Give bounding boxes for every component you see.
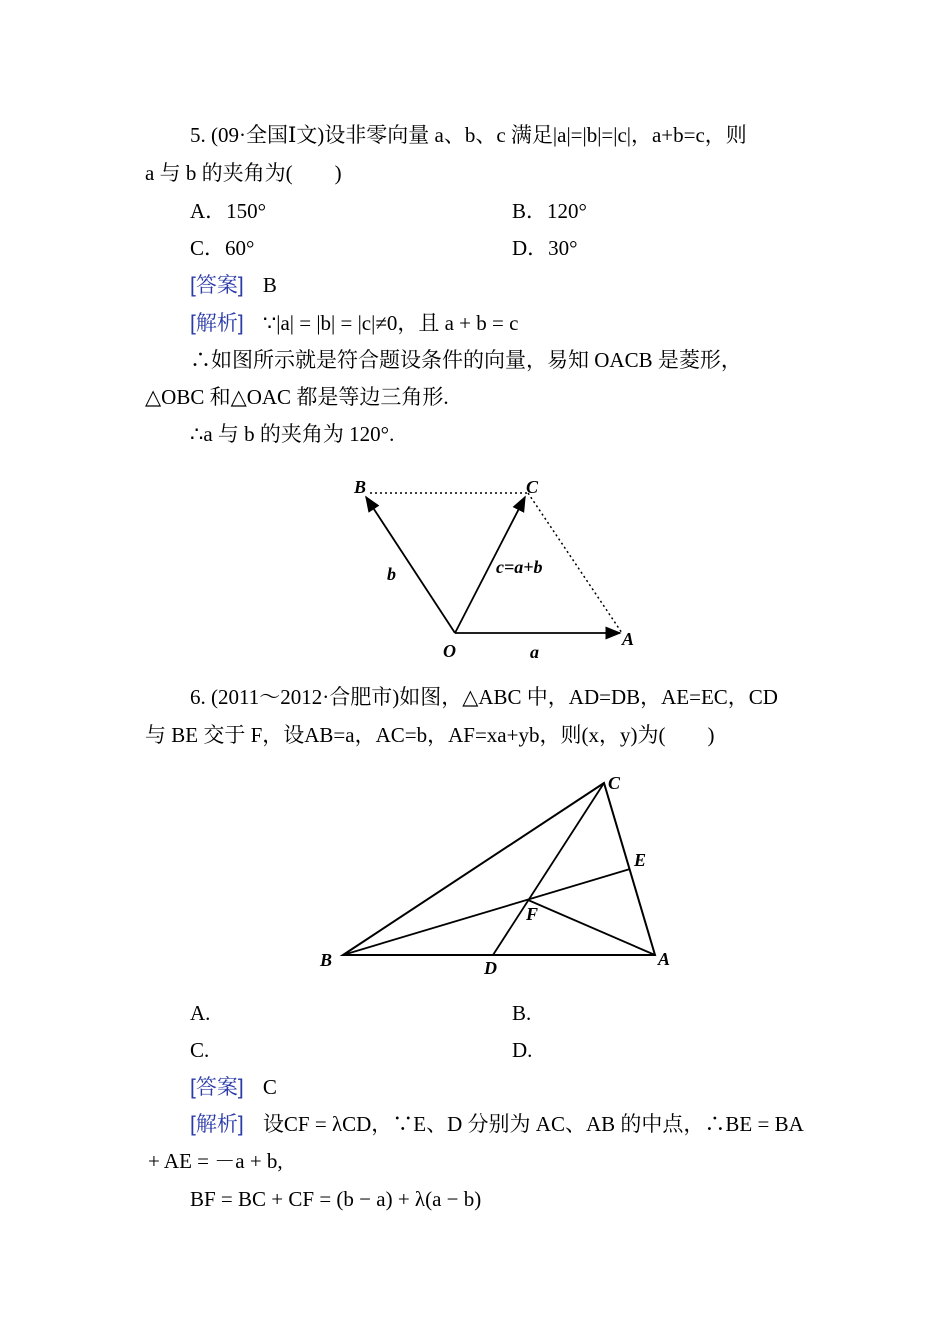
q6-analysis-line3: BF = BC + CF = (b − a) + λ(a − b) <box>190 1187 482 1211</box>
q5-analysis-tag: [解析] <box>190 312 244 335</box>
q5-answer-value: B <box>262 273 277 297</box>
q5-analysis-line4: ∴a 与 b 的夹角为 120°. <box>190 422 395 446</box>
q5-answer-tag: [答案] <box>190 274 244 297</box>
q6-option-d: D. <box>512 1038 533 1062</box>
label-C: C <box>608 773 621 793</box>
label-C: C <box>526 477 539 497</box>
q5-analysis-text1: ∵|a| = |b| = |c|≠0，且 a + b = c <box>262 311 519 335</box>
q6-analysis-tag: [解析] <box>190 1113 244 1136</box>
q5-option-d: D．30° <box>512 236 578 260</box>
q6-analysis-line1 <box>190 1111 804 1138</box>
label-vector-b: b <box>387 564 396 584</box>
q6-analysis-line2: + AE = －a + b, <box>148 1149 283 1173</box>
vector-b <box>366 497 455 633</box>
q5-analysis-line3: △OBC 和△OAC 都是等边三角形. <box>145 385 449 409</box>
q6-figure <box>310 765 690 985</box>
label-A: A <box>622 629 635 649</box>
q6-answer-value: C <box>262 1075 277 1099</box>
segment-be <box>343 869 630 955</box>
q5-option-a: A．150° <box>190 199 267 223</box>
label-vector-c: c=a+b <box>496 557 543 577</box>
q6-answer-tag: [答案] <box>190 1076 244 1099</box>
label-A: A <box>658 949 671 969</box>
q6-stem-line1: 6. (2011～2012·合肥市)如图，△ABC 中，AD=DB，AE=EC，CD <box>190 685 778 709</box>
q5-figure <box>330 465 650 670</box>
q5-stem-line2: a 与 b 的夹角为( ) <box>145 161 342 185</box>
q5-answer <box>190 272 277 299</box>
q6-answer <box>190 1074 277 1101</box>
triangle-abc <box>343 783 655 955</box>
label-vector-a: a <box>530 642 539 662</box>
q6-analysis-text1: 设CF = λCD，∵E、D 分别为 AC、AB 的中点，∴BE = BA <box>262 1112 804 1136</box>
q6-option-b: B. <box>512 1001 532 1025</box>
label-E: E <box>634 850 647 870</box>
q5-analysis-line2: ∴如图所示就是符合题设条件的向量，易知 OACB 是菱形， <box>190 348 742 372</box>
label-B: B <box>320 950 333 970</box>
label-B: B <box>354 477 367 497</box>
q6-option-c: C. <box>190 1038 210 1062</box>
segment-af <box>528 900 655 955</box>
q5-option-b: B．120° <box>512 199 587 223</box>
segment-cd <box>493 783 604 955</box>
q5-analysis-line1 <box>190 310 518 337</box>
q6-stem-line2: 与 BE 交于 F，设AB=a，AC=b，AF=xa+yb，则(x，y)为( ) <box>145 723 715 747</box>
label-D: D <box>484 958 497 978</box>
q6-option-a: A. <box>190 1001 211 1025</box>
q5-stem-line1: 5. (09·全国Ⅰ文)设非零向量 a、b、c 满足|a|=|b|=|c|，a+b=c，则 <box>190 123 747 147</box>
label-F: F <box>526 904 539 924</box>
label-O: O <box>443 641 456 661</box>
q5-option-c: C．60° <box>190 236 255 260</box>
